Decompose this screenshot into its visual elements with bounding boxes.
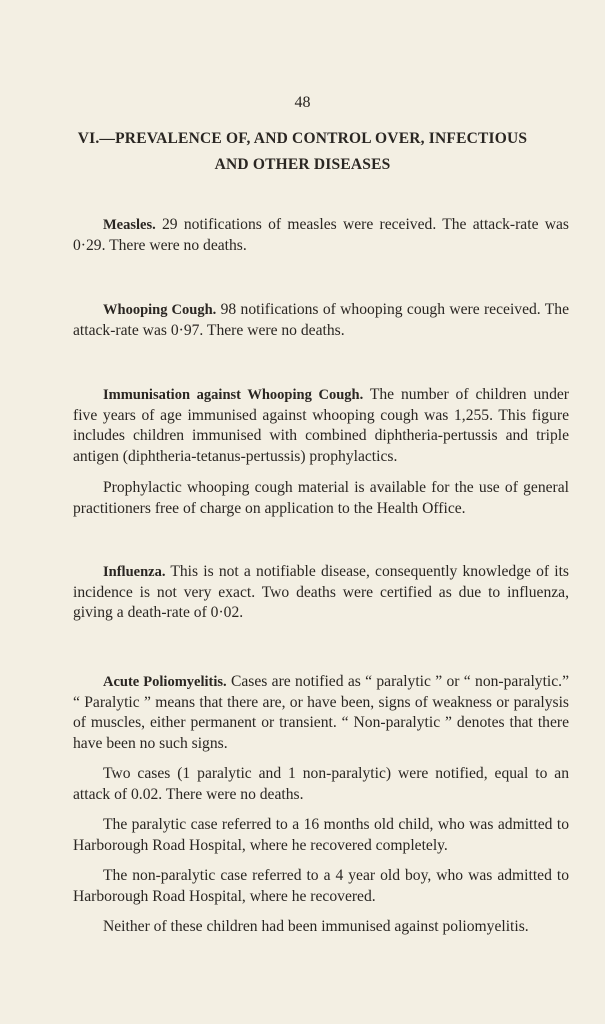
heading-line-2: AND OTHER DISEASES [214, 156, 391, 173]
paralytic-case-paragraph: The paralytic case referred to a 16 months old child, who was admitted to Harborough Road Hospital, where he recovered completely. [73, 816, 569, 854]
non-paralytic-case-paragraph: The non-paralytic case referred to a 4 year old boy, who was admitted to Harborough Road Hospital, where he recovered. [73, 867, 569, 905]
polio-title: Acute Poliomyelitis. [103, 674, 227, 690]
influenza-paragraph [73, 562, 569, 624]
section-heading [40, 126, 565, 178]
immunisation-title: Immunisation against Whooping Cough. [103, 387, 364, 403]
polio-text: Cases are notified as “ paralytic ” or “ non-paralytic.” “ Paralytic ” means that there are, or have been, signs of weakness or paralysis of muscles, either permanent or transient. “ Non-paralytic ” denotes that there have been no such signs. [73, 673, 569, 752]
polio-cases-paragraph: Two cases (1 paralytic and 1 non-paralytic) were notified, equal to an attack of 0.02. There were no deaths. [73, 765, 569, 803]
immunisation-text: The number of children under five years of age immunised against whooping cough was 1,255. This figure includes children immunised with combined diphtheria-pertussis and triple antigen (diphtheria-tetanus-pertussis) prophylactics. [73, 386, 569, 465]
immunisation-paragraph [73, 385, 569, 467]
polio-paragraph [73, 672, 569, 754]
measles-paragraph [73, 215, 569, 256]
influenza-text: This is not a notifiable disease, consequently knowledge of its incidence is not very exact. Two deaths were certified as due to influenza, giving a death-rate of 0·02. [73, 563, 569, 621]
page-number: 48 [294, 94, 311, 111]
measles-title: Measles. [103, 217, 156, 233]
influenza-title: Influenza. [103, 564, 166, 580]
prophylactic-paragraph: Prophylactic whooping cough material is available for the use of general practitioners free of charge on application to the Health Office. [73, 479, 569, 517]
whooping-cough-text: 98 notifications of whooping cough were received. The attack-rate was 0·97. There were no deaths. [73, 301, 569, 339]
heading-line-1: VI.—PREVALENCE OF, AND CONTROL OVER, INFECTIOUS [77, 130, 528, 147]
whooping-cough-title: Whooping Cough. [103, 302, 217, 318]
immunisation-note-paragraph: Neither of these children had been immunised against poliomyelitis. [103, 918, 529, 935]
measles-text: 29 notifications of measles were received. The attack-rate was 0·29. There were no deaths. [73, 216, 569, 254]
whooping-cough-paragraph [73, 300, 569, 341]
